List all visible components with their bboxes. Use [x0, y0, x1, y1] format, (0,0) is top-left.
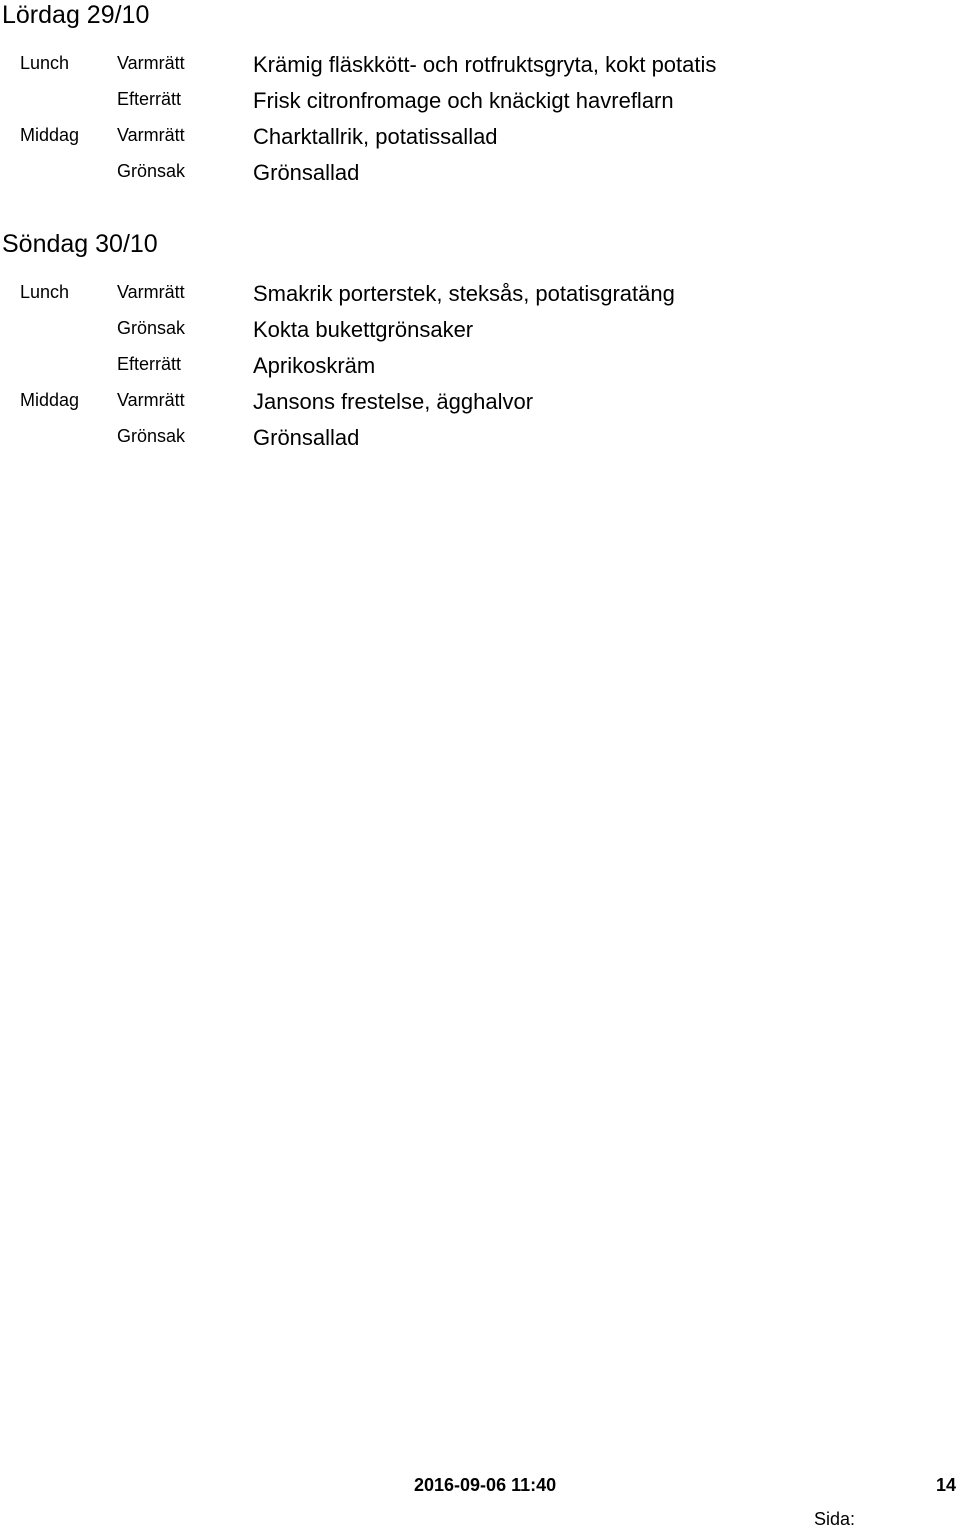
category-label: Varmrätt: [117, 390, 185, 410]
page-number: 14: [936, 1475, 957, 1495]
menu-row: [0, 51, 960, 87]
meal-label: Middag: [20, 125, 80, 145]
category-label: Varmrätt: [117, 125, 185, 145]
dish-name: Smakrik porterstek, steksås, potatisgratäng: [253, 281, 675, 306]
category-label: Varmrätt: [117, 282, 185, 302]
category-label: Varmrätt: [117, 53, 185, 73]
day-heading-saturday: Lördag 29/10: [2, 1, 150, 29]
day-heading-sunday: Söndag 30/10: [2, 230, 158, 258]
menu-row: [0, 123, 960, 159]
meal-label: Lunch: [20, 53, 70, 73]
menu-row: [0, 87, 960, 123]
dish-name: Kokta bukettgrönsaker: [253, 317, 474, 342]
menu-row: [0, 316, 960, 352]
dish-name: Grönsallad: [253, 160, 360, 185]
dish-name: Krämig fläskkött- och rotfruktsgryta, kokt potatis: [253, 52, 717, 77]
dish-name: Grönsallad: [253, 425, 360, 450]
menu-row: [0, 388, 960, 424]
menu-row: [0, 159, 960, 195]
menu-row: [0, 424, 960, 460]
dish-name: Aprikoskräm: [253, 353, 376, 378]
dish-name: Frisk citronfromage och knäckigt havreflarn: [253, 88, 674, 113]
page-label: Sida:: [814, 1509, 856, 1529]
dish-name: Jansons frestelse, ägghalvor: [253, 389, 534, 414]
category-label: Efterrätt: [117, 89, 182, 109]
menu-row: [0, 280, 960, 316]
category-label: Efterrätt: [117, 354, 182, 374]
meal-label: Lunch: [20, 282, 70, 302]
dish-name: Charktallrik, potatissallad: [253, 124, 498, 149]
meal-label: Middag: [20, 390, 80, 410]
category-label: Grönsak: [117, 426, 186, 446]
category-label: Grönsak: [117, 161, 186, 181]
menu-row: [0, 352, 960, 388]
category-label: Grönsak: [117, 318, 186, 338]
footer-timestamp: 2016-09-06 11:40: [414, 1475, 557, 1495]
